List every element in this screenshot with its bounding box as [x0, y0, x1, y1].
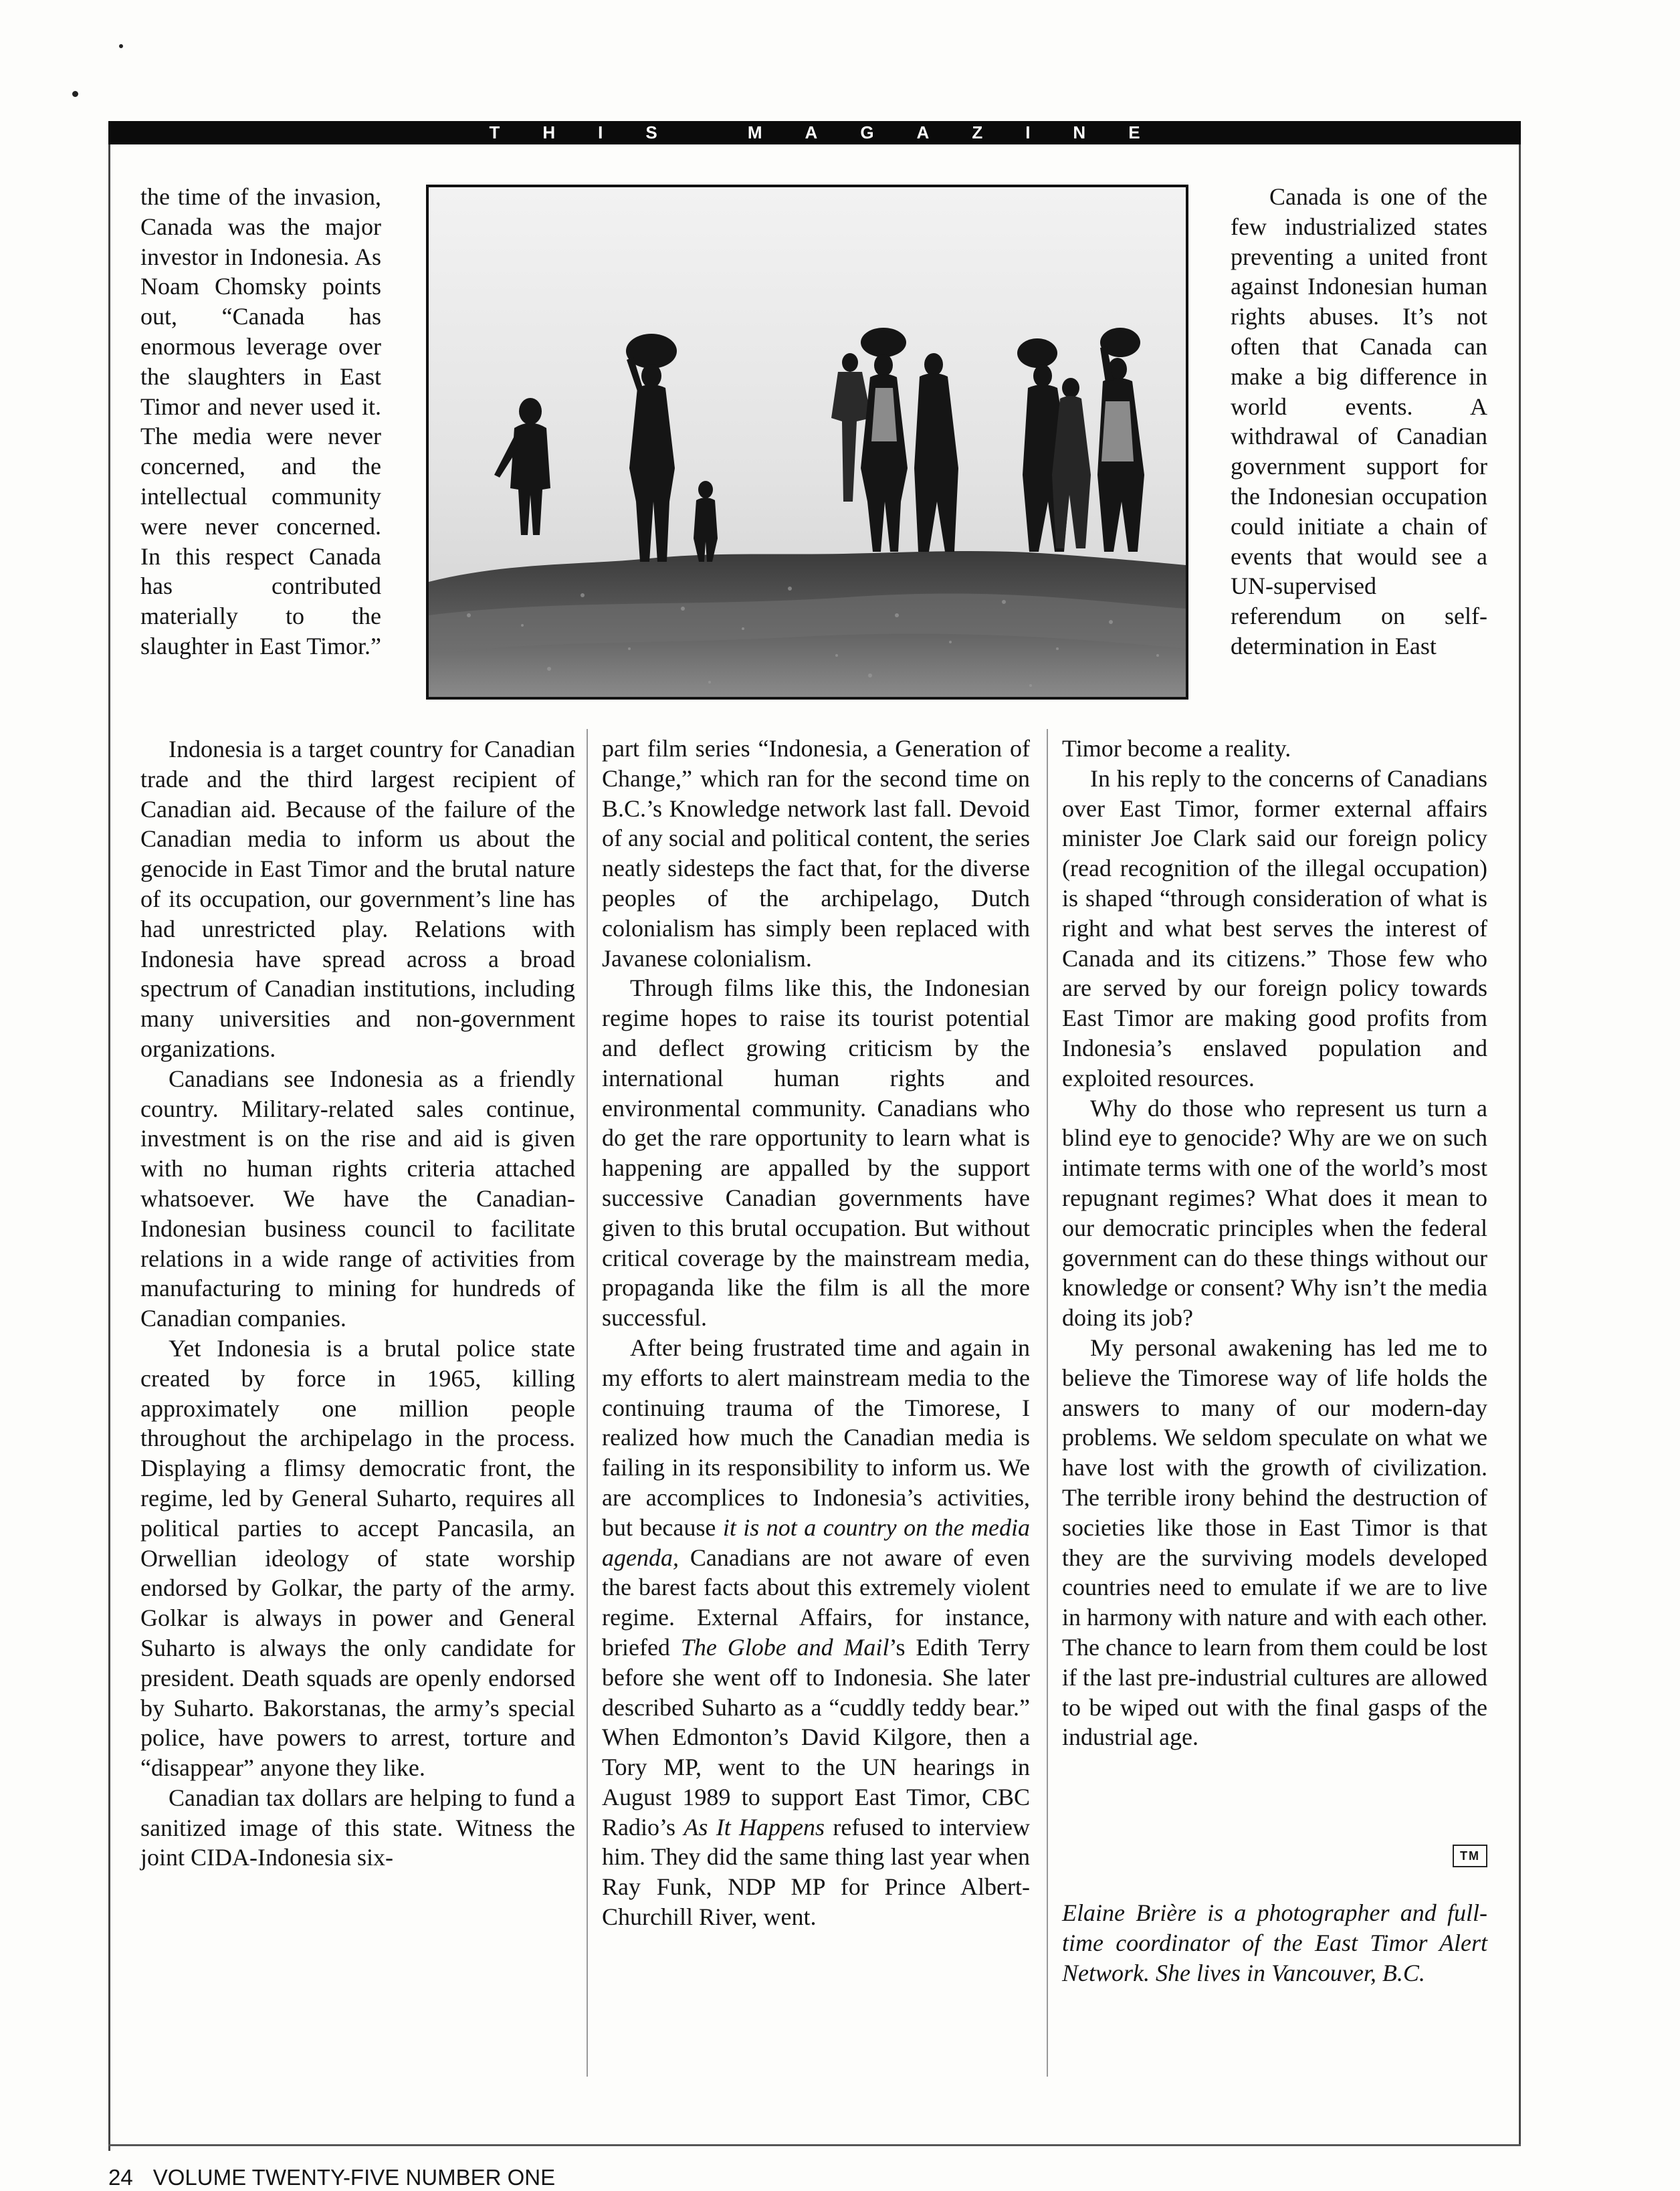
page-frame-left	[108, 144, 110, 2151]
body-paragraph: In his reply to the concerns of Canadians over East Timor, former external affairs minister Joe Clark said our foreign policy (read recognition of the illegal occupation) is shaped “through consideration of what is right and what best serves the interest of Canada and its citizens.” Those few who are served by our foreign policy towards East Timor are making good profits from Indonesia’s enslaved population and exploited resources.	[1062, 764, 1487, 1091]
body-paragraph: Timor become a reality.	[1062, 735, 1291, 762]
publication-title: The Globe and Mail	[680, 1633, 889, 1661]
author-byline: Elaine Brière is a photographer and full-time coordinator of the East Timor Alert Network. She lives in Vancouver, B.C.	[1062, 1899, 1487, 1986]
body-paragraph: Canadian tax dollars are helping to fund a sanitized image of this state. Witness the joint CIDA-Indonesia six-	[140, 1784, 575, 1871]
page-frame-bottom	[108, 2144, 1521, 2146]
column-rule	[1047, 729, 1048, 2077]
text-run: After being frustrated time and again in my efforts to alert mainstream media to the continuing trauma of the Timorese, I realized how much the Canadian media is failing in its responsibility to inform us. We are accomplices to Indonesia’s activities, but because	[602, 1334, 1030, 1541]
body-paragraph: Indonesia is a target country for Canadian trade and the third largest recipient of Canadian aid. Because of the failure of the Canadian media to inform us about the genocide in East Timor and the brutal nature of its occupation, our government’s line has had unrestricted play. Relations with Indonesia have spread across a broad spectrum of Canadian institutions, including many universities and non-government organizations.	[140, 736, 575, 1062]
body-paragraph	[602, 1333, 1030, 1932]
photo-image	[429, 187, 1186, 697]
text-run: ’s Edith Terry before she went off to Indonesia. She later described Suharto as a “cuddly teddy bear.” When Edmonton’s David Kilgore, then a Tory MP, went to the UN hearings in August 1989 to support East Timor, CBC Radio’s	[602, 1633, 1031, 1841]
intro-text-right	[1231, 182, 1487, 661]
scan-speck	[72, 91, 78, 97]
page-frame-right	[1519, 144, 1521, 2144]
scan-speck	[119, 44, 123, 48]
intro-text-left	[140, 182, 381, 661]
article-photo	[426, 185, 1188, 700]
program-title: As It Happens	[684, 1813, 825, 1841]
magazine-banner: THIS MAGAZINE	[108, 121, 1521, 144]
page-footer	[108, 2164, 911, 2191]
right-column	[1062, 734, 1487, 1752]
column-rule	[587, 729, 588, 2077]
left-column	[140, 734, 575, 1873]
text-run: Canadians are not aware of even the barest facts about this extremely violent regime. External Affairs, for instance, briefed	[602, 1544, 1030, 1661]
body-paragraph: Through films like this, the Indonesian regime hopes to raise its tourist potential and deflect growing criticism by the international human rights and environmental community. Canadians who do get the rare opportunity to learn what is happening are appalled by the support successive Canadian governments have given to this brutal occupation. But without critical coverage by the mainstream media, propaganda like the film is all the more successful.	[602, 974, 1030, 1332]
body-paragraph: Why do those who represent us turn a blind eye to genocide? Why are we on such intimate terms with one of the world’s most repugnant regimes? What does it mean to our democratic principles when the federal government can do these things without our knowledge or consent? Why isn’t the media doing its job?	[1062, 1094, 1487, 1332]
page-number: 24	[108, 2165, 133, 2190]
middle-column	[602, 734, 1030, 1932]
intro-paragraph-right: Canada is one of the few industrialized states preventing a united front against Indonesian human rights abuses. It’s not often that Canada can make a big difference in world events. A withdrawal of Canadian government support for the Indonesian occupation could initiate a chain of events that would see a UN-supervised referendum on self-determination in East	[1231, 183, 1487, 659]
intro-paragraph-left: the time of the invasion, Canada was the major investor in Indonesia. As Noam Chomsky points out, “Canada has enormous leverage over the slaughters in East Timor and never used it. The media were never concerned, and the intellectual community were never concerned. In this respect Canada has contributed materially to the slaughter in East Timor.”	[140, 183, 381, 659]
text-run: refused to interview him. They did the same thing last year when Ray Funk, NDP MP for Prince Albert-Churchill River, went.	[602, 1813, 1030, 1931]
body-paragraph: My personal awakening has led me to believe the Timorese way of life holds the answers to many of our modern-day problems. We seldom speculate on what we have lost with the growth of civilization. The terrible irony behind the destruction of societies like those in East Timor is that they are the surviving models developed countries need to emulate if we are to live in harmony with nature and with each other. The chance to learn from them could be lost if the last pre-industrial cultures are allowed to be wiped out with the final gasps of the industrial age.	[1062, 1334, 1487, 1751]
issue-label: VOLUME TWENTY-FIVE NUMBER ONE	[152, 2165, 556, 2190]
emphasis-text: it is not a country on the media agenda,	[602, 1514, 1030, 1571]
end-of-article-mark: TM	[1453, 1845, 1487, 1867]
body-paragraph: part film series “Indonesia, a Generation of Change,” which ran for the second time on B.C.’s Knowledge network last fall. Devoid of any social and political content, the series neatly sidesteps the fact that, for the diverse peoples of the archipelago, Dutch colonialism has simply been replaced with Javanese colonialism.	[602, 735, 1030, 972]
body-paragraph: Canadians see Indonesia as a friendly country. Military-related sales continue, investment is on the rise and aid is given with no human rights criteria attached whatsoever. We have the Canadian-Indonesian business council to facilitate relations in a wide range of activities from manufacturing to mining for hundreds of Canadian companies.	[140, 1065, 575, 1332]
body-paragraph: Yet Indonesia is a brutal police state created by force in 1965, killing approximately one million people throughout the archipelago in the process. Displaying a flimsy democratic front, the regime, led by General Suharto, requires all political parties to accept Pancasila, an Orwellian ideology of state worship endorsed by Golkar, the party of the army. Golkar is always in power and General Suharto is always the only candidate for president. Death squads are openly endorsed by Suharto. Bakorstanas, the army’s special police, have powers to arrest, torture and “disappear” anyone they like.	[140, 1334, 575, 1782]
